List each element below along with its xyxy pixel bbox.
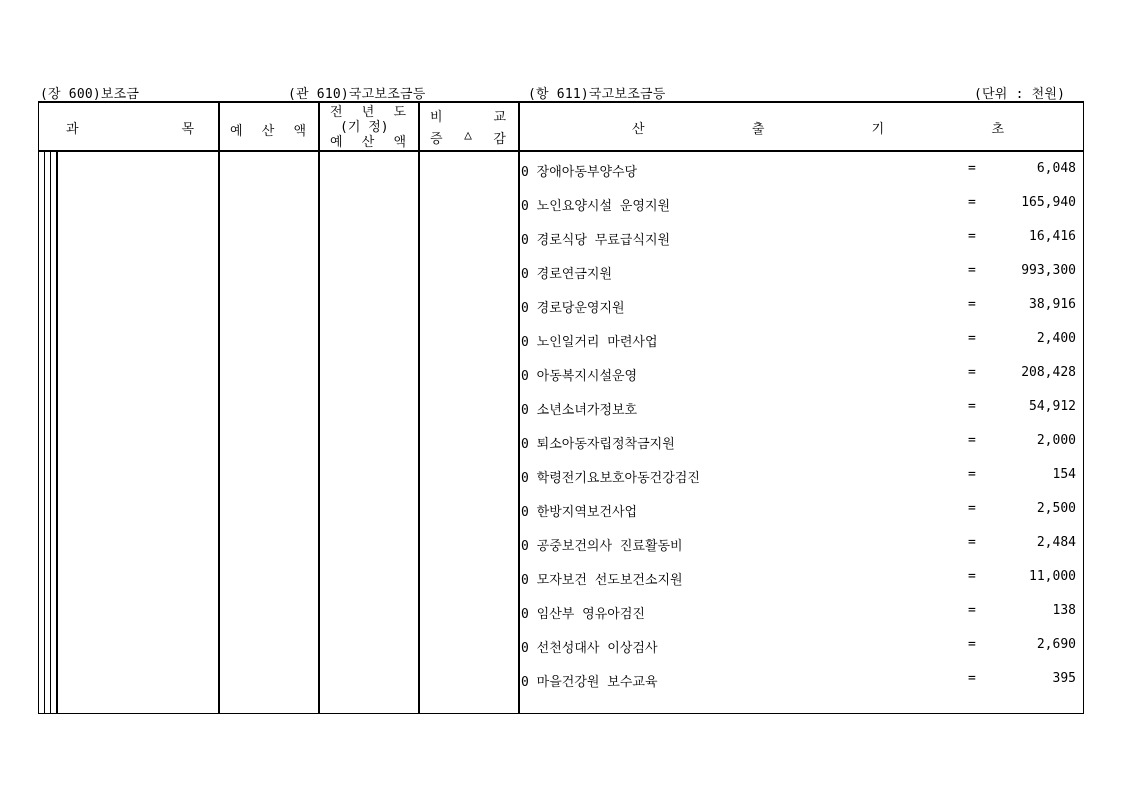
basis-amount: 11,000 bbox=[1029, 569, 1076, 584]
subject-level-line bbox=[50, 150, 51, 714]
column-divider bbox=[218, 102, 220, 714]
basis-row bbox=[521, 229, 1076, 249]
basis-equals: = bbox=[968, 433, 976, 448]
table-top-rule bbox=[38, 101, 1084, 103]
basis-amount: 154 bbox=[1052, 467, 1076, 482]
basis-amount: 165,940 bbox=[1021, 195, 1076, 210]
col-prev-fixed: (기 정) bbox=[340, 120, 389, 135]
col-subject bbox=[66, 118, 194, 137]
basis-equals: = bbox=[968, 467, 976, 482]
basis-item-name: 0 장애아동부양수당 bbox=[521, 165, 638, 180]
basis-amount: 2,500 bbox=[1036, 501, 1076, 516]
basis-row bbox=[521, 671, 1076, 691]
basis-equals: = bbox=[968, 195, 976, 210]
basis-equals: = bbox=[968, 263, 976, 278]
basis-item-name: 0 아동복지시설운영 bbox=[521, 369, 638, 384]
basis-amount: 2,400 bbox=[1036, 331, 1076, 346]
header-divider bbox=[38, 150, 1084, 152]
col-prev-char: 액 bbox=[393, 135, 406, 150]
basis-amount: 208,428 bbox=[1021, 365, 1076, 380]
basis-row bbox=[521, 195, 1076, 215]
col-prev-char: 년 bbox=[361, 105, 375, 120]
col-prev-char: 산 bbox=[361, 135, 375, 150]
col-prev-char: 도 bbox=[393, 105, 406, 120]
col-compare-char: 교 bbox=[493, 110, 506, 125]
basis-row bbox=[521, 365, 1076, 385]
basis-item-name: 0 퇴소아동자립정착금지원 bbox=[521, 437, 675, 452]
col-basis-char: 출 bbox=[751, 122, 765, 137]
basis-row bbox=[521, 263, 1076, 283]
basis-amount: 16,416 bbox=[1029, 229, 1076, 244]
basis-item-name: 0 경로식당 무료급식지원 bbox=[521, 233, 671, 248]
basis-equals: = bbox=[968, 535, 976, 550]
basis-amount: 54,912 bbox=[1029, 399, 1076, 414]
basis-amount: 395 bbox=[1052, 671, 1076, 686]
col-budget-char: 산 bbox=[261, 124, 275, 139]
basis-equals: = bbox=[968, 501, 976, 516]
col-prev-char: 전 bbox=[330, 105, 343, 120]
basis-equals: = bbox=[968, 671, 976, 686]
col-budget bbox=[230, 120, 306, 139]
basis-equals: = bbox=[968, 229, 976, 244]
basis-item-name: 0 모자보건 선도보건소지원 bbox=[521, 573, 683, 588]
basis-row bbox=[521, 433, 1076, 453]
basis-item-name: 0 경로당운영지원 bbox=[521, 301, 625, 316]
basis-row bbox=[521, 331, 1076, 351]
col-prev-budget bbox=[330, 131, 406, 150]
section-label: (관 610)국고보조금등 bbox=[288, 87, 426, 102]
col-budget-char: 예 bbox=[230, 124, 243, 139]
item-label: (항 611)국고보조금등 bbox=[528, 87, 666, 102]
col-change bbox=[430, 128, 506, 147]
basis-amount: 2,484 bbox=[1036, 535, 1076, 550]
col-subject-char: 과 bbox=[66, 122, 79, 137]
col-basis-char: 기 bbox=[871, 122, 885, 137]
col-compare bbox=[430, 106, 506, 125]
basis-equals: = bbox=[968, 569, 976, 584]
basis-row bbox=[521, 297, 1076, 317]
col-prev-char: 예 bbox=[330, 135, 343, 150]
col-basis-char: 초 bbox=[991, 122, 1004, 137]
col-subject-char: 목 bbox=[181, 122, 194, 137]
basis-equals: = bbox=[968, 365, 976, 380]
unit-label: (단위 : 천원) bbox=[974, 87, 1066, 102]
subject-level-line bbox=[56, 150, 58, 714]
basis-amount: 138 bbox=[1052, 603, 1076, 618]
basis-row bbox=[521, 161, 1076, 181]
basis-row bbox=[521, 501, 1076, 521]
basis-item-name: 0 선천성대사 이상검사 bbox=[521, 641, 658, 656]
basis-item-name: 0 노인일거리 마련사업 bbox=[521, 335, 658, 350]
basis-item-name: 0 소년소녀가정보호 bbox=[521, 403, 638, 418]
basis-row bbox=[521, 535, 1076, 555]
column-divider bbox=[518, 102, 520, 714]
basis-equals: = bbox=[968, 637, 976, 652]
basis-row bbox=[521, 399, 1076, 419]
basis-amount: 993,300 bbox=[1021, 263, 1076, 278]
subject-level-line bbox=[44, 150, 45, 714]
col-change-char: △ bbox=[464, 128, 472, 143]
col-compare-char: 비 bbox=[430, 110, 443, 125]
basis-item-name: 0 공중보건의사 진료활동비 bbox=[521, 539, 683, 554]
col-budget-char: 액 bbox=[293, 124, 306, 139]
basis-item-name: 0 마을건강원 보수교육 bbox=[521, 675, 658, 690]
basis-amount: 2,000 bbox=[1036, 433, 1076, 448]
basis-equals: = bbox=[968, 161, 976, 176]
column-divider bbox=[318, 102, 320, 714]
basis-row bbox=[521, 637, 1076, 657]
basis-item-name: 0 노인요양시설 운영지원 bbox=[521, 199, 671, 214]
basis-amount: 2,690 bbox=[1036, 637, 1076, 652]
chapter-label: (장 600)보조금 bbox=[40, 87, 140, 102]
column-divider bbox=[418, 102, 420, 714]
basis-amount: 6,048 bbox=[1036, 161, 1076, 176]
col-basis bbox=[632, 118, 1004, 137]
basis-item-name: 0 한방지역보건사업 bbox=[521, 505, 638, 520]
basis-equals: = bbox=[968, 331, 976, 346]
basis-equals: = bbox=[968, 399, 976, 414]
basis-row bbox=[521, 467, 1076, 487]
col-change-char: 증 bbox=[430, 132, 443, 147]
basis-equals: = bbox=[968, 603, 976, 618]
basis-row bbox=[521, 603, 1076, 623]
basis-item-name: 0 임산부 영유아검진 bbox=[521, 607, 645, 622]
basis-item-name: 0 경로연금지원 bbox=[521, 267, 613, 282]
basis-equals: = bbox=[968, 297, 976, 312]
basis-item-name: 0 학령전기요보호아동건강검진 bbox=[521, 471, 700, 486]
col-change-char: 감 bbox=[493, 132, 506, 147]
basis-row bbox=[521, 569, 1076, 589]
basis-amount: 38,916 bbox=[1029, 297, 1076, 312]
col-basis-char: 산 bbox=[632, 122, 645, 137]
